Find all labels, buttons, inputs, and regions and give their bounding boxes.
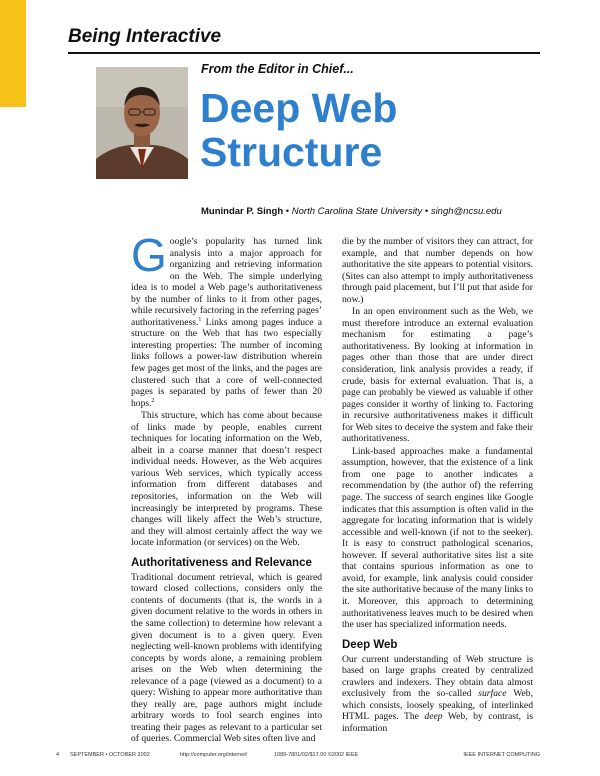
paragraph: die by the number of visitors they can attract, for example, and that number depends on how authoritative the site appears to potential visitors. (Sites can also attempt to imply authoritativeness through paid placement, but I’ll put that aside for now.) — [342, 236, 533, 305]
paragraph: Traditional document retrieval, which is geared toward closed collections, considers only the contents of documents (that is, the words in a given document relative to the words in others in the same collection) to determine how relevant a given document is to a given query. Even neglecting well-known problems with identifying concepts by words alone, a remaining problem arises on the Web when determining the relevance of a page (viewed as a document) to a query: Wishing to appear more authoritative than they really are, page authors might include arbitrary words to fool search engines into treating their pages as relevant to a particular set of queries. Commercial Web sites often live and — [131, 571, 322, 745]
issue-date: SEPTEMBER • OCTOBER 2002 — [70, 752, 150, 758]
paragraph-text: Web, by contrast, is information — [342, 711, 533, 734]
accent-bar — [0, 0, 26, 107]
article-title-line2: Structure — [200, 129, 383, 175]
page-footer — [56, 752, 540, 762]
paragraph — [342, 654, 533, 735]
author-email: singh@ncsu.edu — [430, 206, 502, 217]
byline — [201, 206, 502, 217]
emphasis: surface — [478, 688, 507, 700]
paragraph: This structure, which has come about because of links made by people, enables current techniques for locating information on the Web, albeit in a coarse manner that doesn’t respect individual needs. However, as the Web acquires various Web services, which typically access information from different databases and repositories, information on the Web will increasingly be interpreted by programs. These changes will likely affect the Web’s structure, and they will almost certainly affect the way we locate information (or services) on the Web. — [131, 410, 322, 549]
paragraph — [131, 229, 322, 409]
reference-mark: 2 — [151, 397, 155, 404]
article-title — [200, 86, 397, 174]
editor-portrait — [96, 67, 188, 179]
paragraph: In an open environment such as the Web, we must therefore introduce an external evaluation mechanism for estimating a page’s authoritativeness. By looking at information in pages other than those that are under direct consideration, link analysis provides a ready, if crude, basis for external evaluation. That is, a page can probably be viewed as valuable if other pages consider it worthy of linking to. Factoring in recursive authoritativeness makes it difficult for Web sites to deceive the system and fake their authoritativeness. — [342, 306, 533, 445]
section-heading-deep-web: Deep Web — [342, 638, 398, 651]
journal-url: http://computer.org/internet/ — [180, 752, 248, 758]
column-title: Being Interactive — [68, 26, 222, 47]
byline-separator: • — [283, 206, 292, 217]
author-name: Munindar P. Singh — [201, 206, 284, 217]
issn: 1089-7801/02/$17.00 ©2002 IEEE — [274, 752, 359, 758]
article-column-right — [342, 236, 533, 734]
header-rule — [68, 52, 540, 54]
editor-label: From the Editor in Chief... — [201, 62, 354, 76]
article-column-left — [131, 229, 322, 745]
section-heading-authoritativeness: Authoritativeness and Relevance — [131, 556, 312, 569]
magazine-name: IEEE INTERNET COMPUTING — [463, 752, 540, 758]
drop-cap: G — [131, 229, 167, 281]
paragraph-text: Our current understanding of Web structure is based on large graphs created by centralized crawlers and indexers. They obtain data almost exclusively from the so-called — [342, 653, 533, 700]
paragraph-text: Web, which consists, loosely speaking, of interlinked HTML pages. The — [342, 688, 533, 723]
emphasis: deep — [424, 711, 443, 723]
reference-mark: 1 — [198, 316, 202, 323]
article-title-line1: Deep Web — [200, 85, 398, 131]
paragraph: Link-based approaches make a fundamental assumption, however, that the existence of a link from one page to another indicates a recommendation by (the author of) the referring page. The success of search engines like Google indicates that this assumption is often valid in the aggregate for locating information that is widely accessible and well-known (if not to the seeker). It is easy to construct pathological scenarios, however. If several authoritative sites list a site that contains spurious information as one to avoid, for example, link analysis could consider the site authoritative because of the many links to it. Moreover, this approach to determining authoritativeness leaves much to be desired when the user has specialized information needs. — [342, 445, 533, 631]
paragraph-text: oogle’s popularity has turned link analysis into a major approach for organizing and retrieving information on the Web. The simple underlying idea is to model a Web page’s authoritativeness by the number of links to it from other pages, while recursively factoring in the referring pages’ authoritativeness. — [131, 236, 322, 328]
author-affiliation: North Carolina State University — [291, 206, 423, 217]
portrait-image — [96, 67, 188, 179]
byline-separator: • — [422, 206, 431, 217]
paragraph-text: Links among pages induce a structure on the Web that has two especially interesting properties: The number of incoming links follows a power-law distribution wherein few pages get most of the links, and the pages are clustered such that a core of well-connected pages is separated by paths of fewer than 20 hops. — [131, 316, 322, 409]
page-number: 4 — [56, 752, 60, 758]
